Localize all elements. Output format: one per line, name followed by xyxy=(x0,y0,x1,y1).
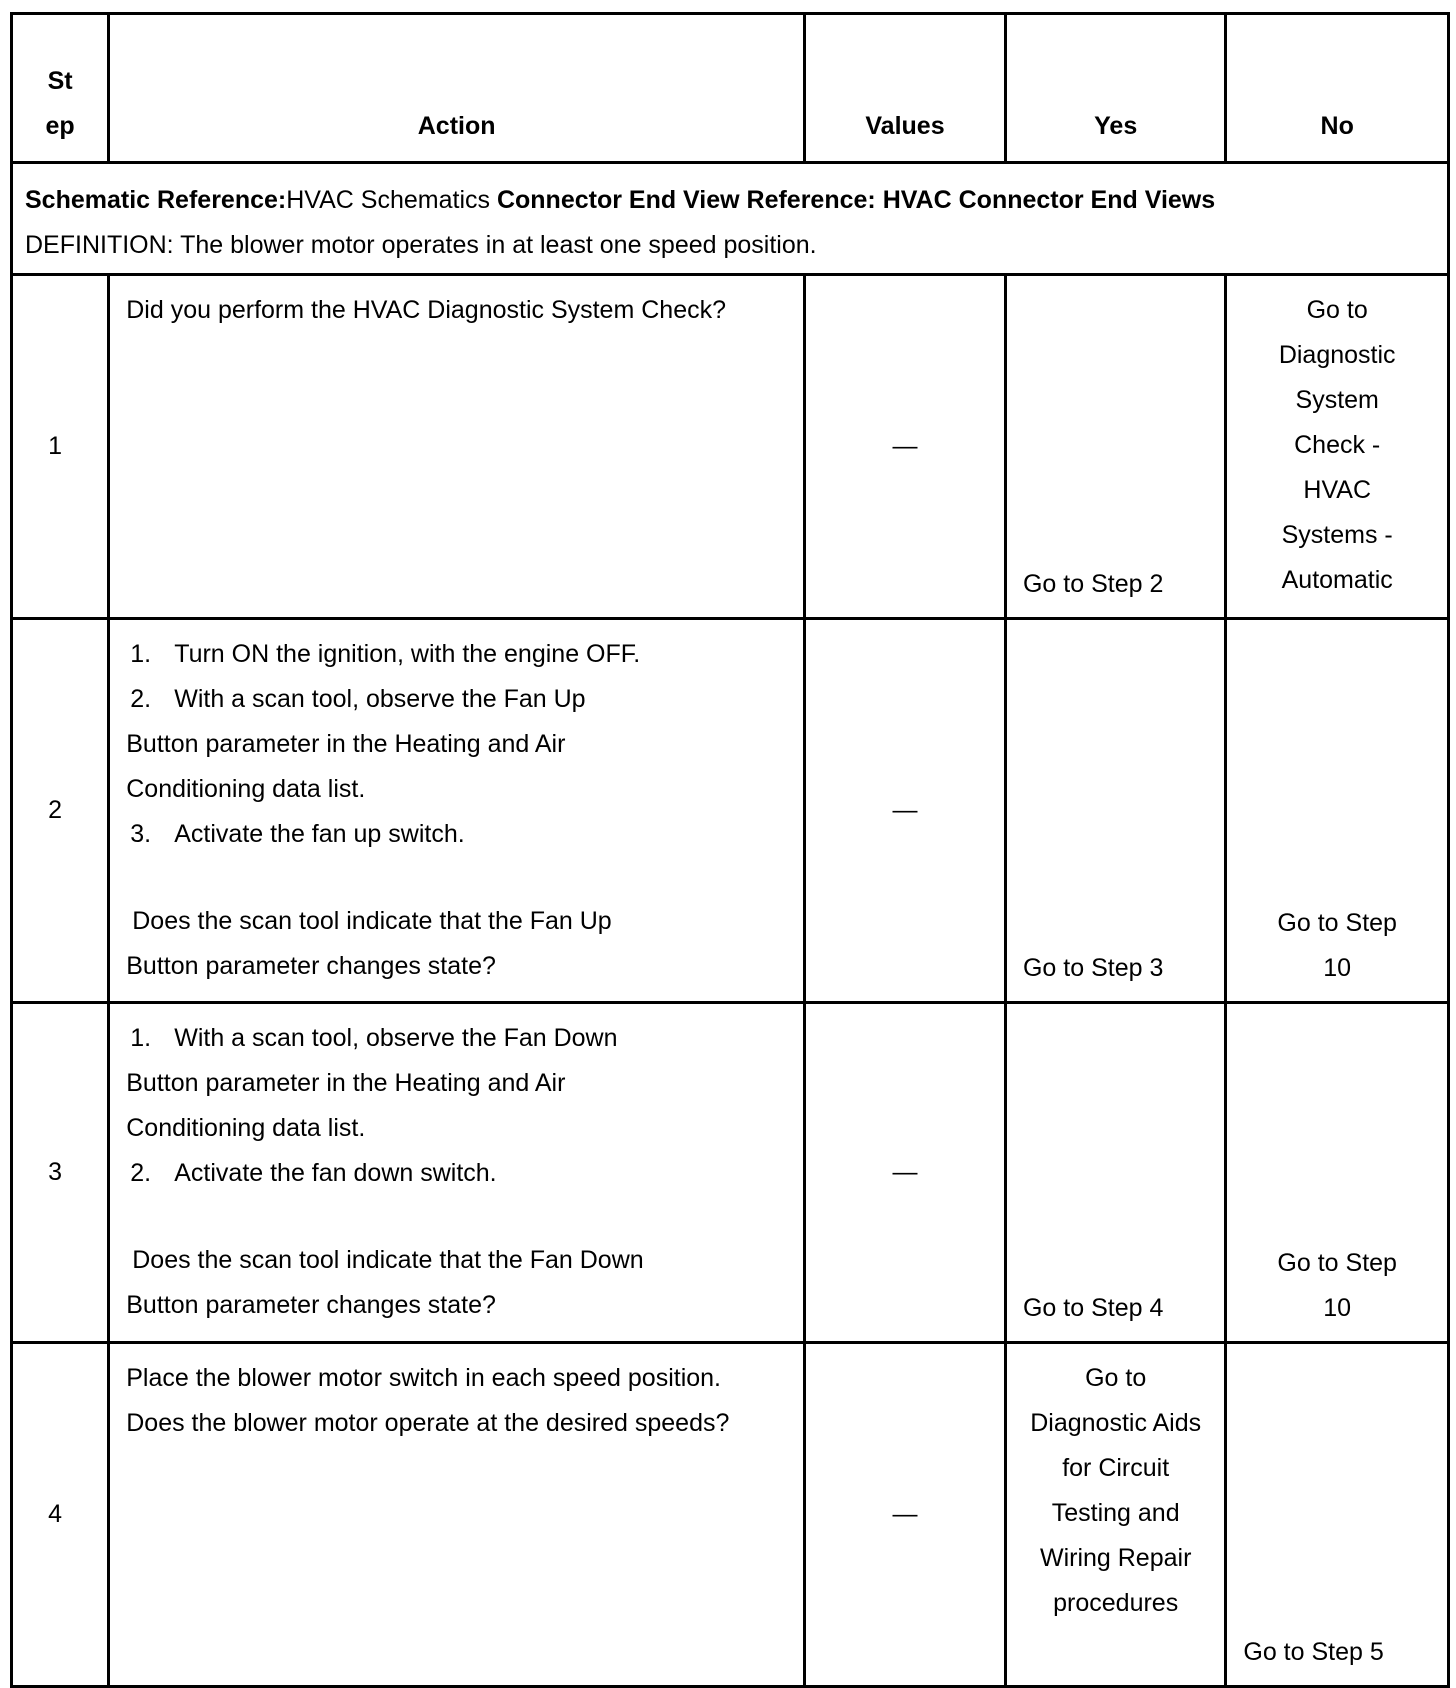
no-link[interactable]: Go to Step 10 xyxy=(1277,1249,1397,1322)
action-list-item: 1. Turn ON the ignition, with the engine OFF. xyxy=(130,640,641,668)
action-list-item: 2. Activate the fan down switch. xyxy=(130,1159,497,1187)
no-link[interactable]: Go to Diagnostic System Check - HVAC Systems - Automatic xyxy=(1278,296,1396,594)
definition-text: DEFINITION: The blower motor operates in at least one speed position. xyxy=(25,231,817,259)
header-no: No xyxy=(1226,14,1449,163)
action-question-cont: Button parameter changes state? xyxy=(126,952,496,980)
step-number: 3 xyxy=(12,1003,109,1343)
table-row xyxy=(12,1343,1449,1687)
value-cell: — xyxy=(805,275,1006,619)
schematic-reference-link[interactable]: HVAC Schematics xyxy=(286,186,490,214)
step-number: 1 xyxy=(12,275,109,619)
header-step: St ep xyxy=(12,14,109,163)
no-cell[interactable] xyxy=(1226,619,1449,1003)
yes-cell[interactable]: Go to Step 3 xyxy=(1005,619,1225,1003)
action-question-cont: Button parameter changes state? xyxy=(126,1291,496,1319)
action-cell xyxy=(109,1003,805,1343)
table-row xyxy=(12,1003,1449,1343)
yes-cell[interactable]: Go to Step 2 xyxy=(1005,275,1225,619)
action-text: Place the blower motor switch in each speed position. Does the blower motor operate at the desired speeds? xyxy=(126,1364,730,1437)
connector-reference-label: Connector End View Reference: HVAC Connector End Views xyxy=(490,186,1216,214)
action-list-item: 2. With a scan tool, observe the Fan Up xyxy=(130,685,586,713)
action-question: Does the scan tool indicate that the Fan Up xyxy=(132,907,612,935)
action-text: Did you perform the HVAC Diagnostic System Check? xyxy=(126,296,727,324)
no-cell[interactable] xyxy=(1226,275,1449,619)
reference-cell xyxy=(12,163,1449,275)
value-cell: — xyxy=(805,1343,1006,1687)
table-header-row xyxy=(12,14,1449,163)
header-yes: Yes xyxy=(1005,14,1225,163)
no-link[interactable]: Go to Step 10 xyxy=(1277,909,1397,982)
yes-cell[interactable]: Go to Step 4 xyxy=(1005,1003,1225,1343)
header-values: Values xyxy=(805,14,1006,163)
step-number: 4 xyxy=(12,1343,109,1687)
step-number: 2 xyxy=(12,619,109,1003)
table-row xyxy=(12,619,1449,1003)
schematic-reference-label: Schematic Reference: xyxy=(25,186,287,214)
action-list-item: 1. With a scan tool, observe the Fan Down xyxy=(130,1024,618,1052)
value-cell: — xyxy=(805,1003,1006,1343)
action-cell xyxy=(109,275,805,619)
action-list-continuation: Button parameter in the Heating and Air xyxy=(126,1069,566,1097)
header-action: Action xyxy=(109,14,805,163)
value-cell: — xyxy=(805,619,1006,1003)
action-question: Does the scan tool indicate that the Fan Down xyxy=(132,1246,644,1274)
action-list-item: 3. Activate the fan up switch. xyxy=(130,820,465,848)
no-cell[interactable]: Go to Step 5 xyxy=(1226,1343,1449,1687)
action-list-continuation: Conditioning data list. xyxy=(126,1114,366,1142)
action-cell xyxy=(109,619,805,1003)
no-cell[interactable] xyxy=(1226,1003,1449,1343)
table-row xyxy=(12,275,1449,619)
action-cell xyxy=(109,1343,805,1687)
action-list-continuation: Button parameter in the Heating and Air xyxy=(126,730,566,758)
action-list-continuation: Conditioning data list. xyxy=(126,775,366,803)
reference-row xyxy=(12,163,1449,275)
yes-link[interactable]: Go to Diagnostic Aids for Circuit Testing and Wiring Repair procedures xyxy=(1030,1364,1202,1617)
yes-cell[interactable] xyxy=(1005,1343,1225,1687)
diagnostic-table xyxy=(10,12,1450,1688)
